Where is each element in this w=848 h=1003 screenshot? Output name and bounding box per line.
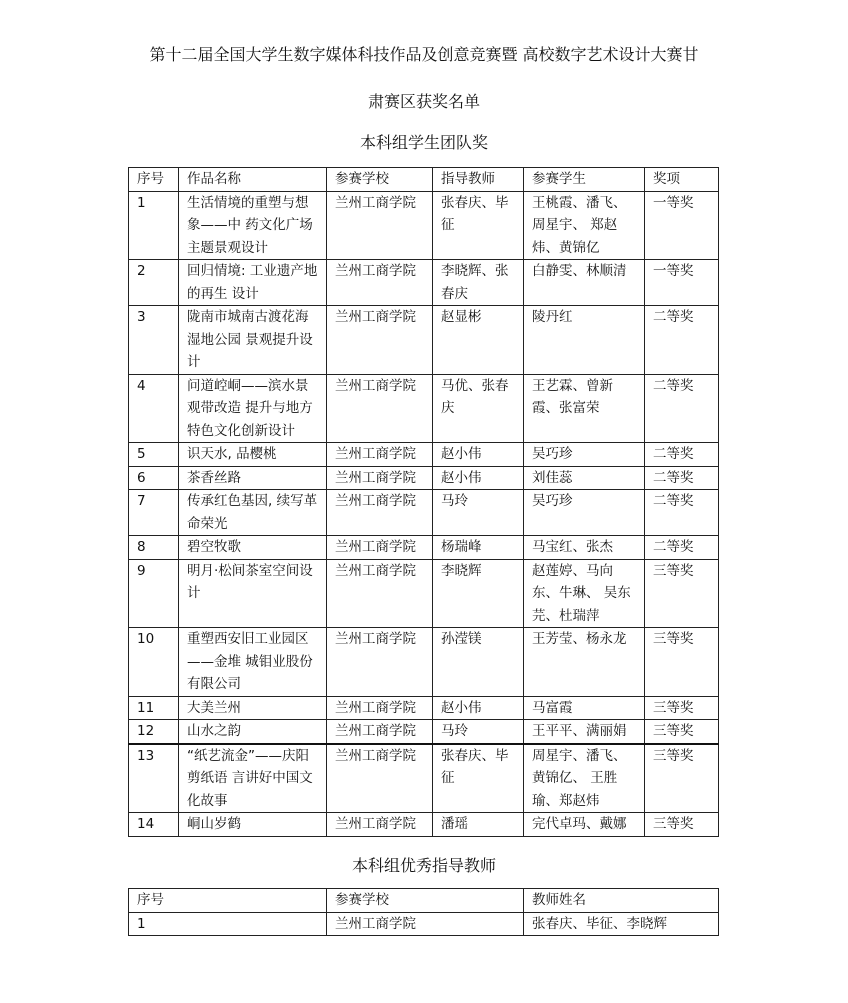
- cell-work: 峒山岁鹤: [179, 813, 327, 837]
- cell-award: 三等奖: [645, 744, 719, 813]
- cell-award: 一等奖: [645, 260, 719, 306]
- cell-advisor: 李晓辉、张春庆: [433, 260, 524, 306]
- cell-students: 王艺霖、曾新霞、张富荣: [524, 374, 645, 443]
- table-row: [129, 374, 719, 443]
- cell-award: 二等奖: [645, 443, 719, 467]
- cell-school: 兰州工商学院: [327, 306, 433, 375]
- cell-advisor: 赵小伟: [433, 443, 524, 467]
- cell-award: 一等奖: [645, 191, 719, 260]
- cell-award: 三等奖: [645, 720, 719, 744]
- cell-advisor: 马玲: [433, 720, 524, 744]
- cell-no: 4: [129, 374, 179, 443]
- cell-award: 二等奖: [645, 374, 719, 443]
- cell-work: 识天水, 品樱桃: [179, 443, 327, 467]
- cell-work: 山水之韵: [179, 720, 327, 744]
- teacher-awards-section-title: 本科组优秀指导教师: [351, 856, 496, 875]
- cell-award: 三等奖: [645, 559, 719, 628]
- cell-advisor: 孙滢镁: [433, 628, 524, 697]
- cell-no: 7: [129, 490, 179, 536]
- header-work: 作品名称: [179, 168, 327, 192]
- table-header-row: [129, 168, 719, 192]
- cell-school: 兰州工商学院: [327, 696, 433, 720]
- cell-award: 二等奖: [645, 306, 719, 375]
- cell-award: 二等奖: [645, 490, 719, 536]
- table-row: [129, 912, 719, 936]
- cell-work: 回归情境: 工业遗产地的再生 设计: [179, 260, 327, 306]
- cell-students: 刘佳蕊: [524, 466, 645, 490]
- cell-award: 三等奖: [645, 813, 719, 837]
- table-row: [129, 720, 719, 744]
- cell-no: 12: [129, 720, 179, 744]
- cell-work: 大美兰州: [179, 696, 327, 720]
- header-school: 参赛学校: [327, 889, 524, 913]
- cell-school: 兰州工商学院: [327, 744, 433, 813]
- cell-students: 吴巧珍: [524, 490, 645, 536]
- cell-school: 兰州工商学院: [327, 490, 433, 536]
- cell-students: 赵莲婷、马向东、牛琳、 吴东芫、杜瑞萍: [524, 559, 645, 628]
- cell-no: 1: [129, 191, 179, 260]
- cell-work: 碧空牧歌: [179, 536, 327, 560]
- cell-advisor: 杨瑞峰: [433, 536, 524, 560]
- cell-award: 二等奖: [645, 466, 719, 490]
- table-row: [129, 306, 719, 375]
- cell-work: 问道崆峒——滨水景观带改造 提升与地方特色文化创新设计: [179, 374, 327, 443]
- cell-advisor: 马优、张春庆: [433, 374, 524, 443]
- cell-students: 陵丹红: [524, 306, 645, 375]
- cell-school: 兰州工商学院: [327, 628, 433, 697]
- cell-work: 生活情境的重塑与想象——中 药文化广场主题景观设计: [179, 191, 327, 260]
- cell-teachers: 张春庆、毕征、李晓辉: [524, 912, 719, 936]
- header-students: 参赛学生: [524, 168, 645, 192]
- cell-advisor: 李晓辉: [433, 559, 524, 628]
- cell-no: 1: [129, 912, 327, 936]
- cell-work: 传承红色基因, 续写革命荣光: [179, 490, 327, 536]
- cell-school: 兰州工商学院: [327, 374, 433, 443]
- teacher-awards-table: [128, 888, 719, 936]
- cell-award: 二等奖: [645, 536, 719, 560]
- cell-advisor: 张春庆、毕征: [433, 744, 524, 813]
- cell-advisor: 赵小伟: [433, 696, 524, 720]
- cell-work: “纸艺流金”——庆阳剪纸语 言讲好中国文化故事: [179, 744, 327, 813]
- cell-no: 2: [129, 260, 179, 306]
- cell-award: 三等奖: [645, 696, 719, 720]
- document-title-line-2: 肃赛区获奖名单: [367, 92, 480, 111]
- cell-students: 白静雯、林顺清: [524, 260, 645, 306]
- table-row: [129, 443, 719, 467]
- table-row: [129, 813, 719, 837]
- cell-advisor: 马玲: [433, 490, 524, 536]
- cell-students: 王芳莹、杨永龙: [524, 628, 645, 697]
- document-title-line-1: 第十二届全国大学生数字媒体科技作品及创意竞赛暨 高校数字艺术设计大赛甘: [149, 45, 699, 64]
- cell-no: 13: [129, 744, 179, 813]
- cell-school: 兰州工商学院: [327, 559, 433, 628]
- cell-work: 明月·松间茶室空间设计: [179, 559, 327, 628]
- cell-advisor: 赵显彬: [433, 306, 524, 375]
- table-row: [129, 536, 719, 560]
- header-advisor: 指导教师: [433, 168, 524, 192]
- cell-advisor: 潘瑶: [433, 813, 524, 837]
- header-no: 序号: [129, 889, 327, 913]
- cell-students: 周星宇、潘飞、 黄锦亿、 王胜 瑜、郑赵炜: [524, 744, 645, 813]
- cell-advisor: 赵小伟: [433, 466, 524, 490]
- cell-school: 兰州工商学院: [327, 466, 433, 490]
- table-row: [129, 744, 719, 813]
- header-no: 序号: [129, 168, 179, 192]
- table-header-row: [129, 889, 719, 913]
- table-row: [129, 466, 719, 490]
- cell-work: 陇南市城南古渡花海湿地公园 景观提升设计: [179, 306, 327, 375]
- cell-school: 兰州工商学院: [327, 443, 433, 467]
- table-row: [129, 191, 719, 260]
- cell-no: 10: [129, 628, 179, 697]
- cell-no: 14: [129, 813, 179, 837]
- cell-school: 兰州工商学院: [327, 536, 433, 560]
- cell-no: 8: [129, 536, 179, 560]
- team-awards-table: [128, 167, 719, 837]
- cell-no: 3: [129, 306, 179, 375]
- team-awards-section-title: 本科组学生团队奖: [359, 133, 488, 152]
- cell-students: 马宝红、张杰: [524, 536, 645, 560]
- cell-no: 6: [129, 466, 179, 490]
- cell-school: 兰州工商学院: [327, 912, 524, 936]
- cell-no: 5: [129, 443, 179, 467]
- table-row: [129, 490, 719, 536]
- cell-work: 重塑西安旧工业园区——金堆 城钼业股份有限公司: [179, 628, 327, 697]
- cell-award: 三等奖: [645, 628, 719, 697]
- cell-students: 王平平、满丽娟: [524, 720, 645, 744]
- cell-no: 9: [129, 559, 179, 628]
- cell-school: 兰州工商学院: [327, 260, 433, 306]
- cell-students: 王桃霞、潘飞、周星宇、 郑赵炜、黄锦亿: [524, 191, 645, 260]
- cell-work: 茶香丝路: [179, 466, 327, 490]
- table-row: [129, 628, 719, 697]
- cell-school: 兰州工商学院: [327, 191, 433, 260]
- table-row: [129, 559, 719, 628]
- cell-students: 马富霞: [524, 696, 645, 720]
- header-teachers: 教师姓名: [524, 889, 719, 913]
- cell-school: 兰州工商学院: [327, 720, 433, 744]
- table-row: [129, 260, 719, 306]
- header-award: 奖项: [645, 168, 719, 192]
- table-row: [129, 696, 719, 720]
- cell-no: 11: [129, 696, 179, 720]
- cell-school: 兰州工商学院: [327, 813, 433, 837]
- header-school: 参赛学校: [327, 168, 433, 192]
- cell-students: 完代卓玛、戴娜: [524, 813, 645, 837]
- cell-students: 吴巧珍: [524, 443, 645, 467]
- cell-advisor: 张春庆、毕征: [433, 191, 524, 260]
